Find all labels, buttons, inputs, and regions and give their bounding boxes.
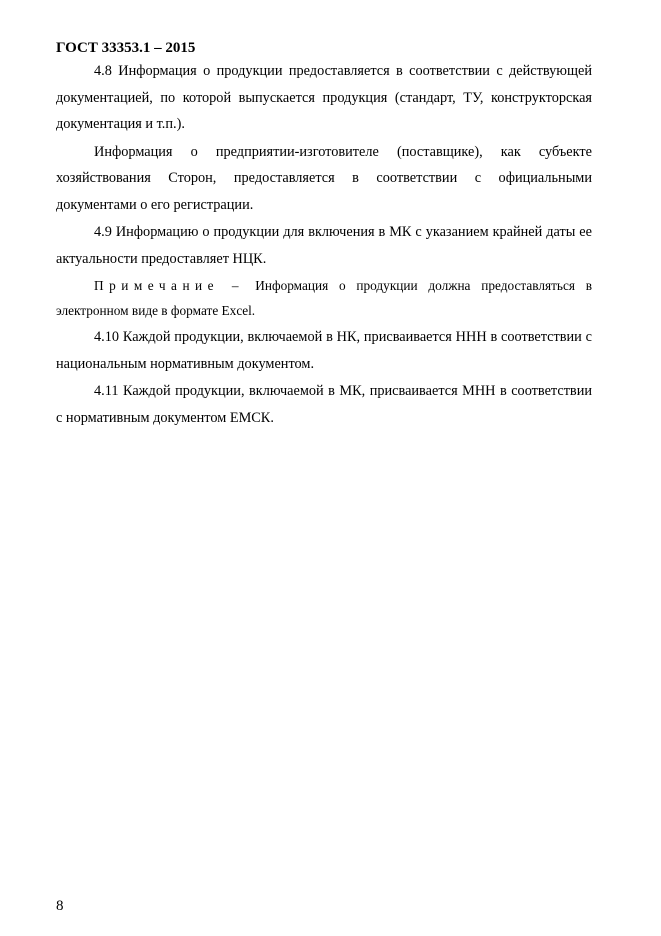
note-text: Информация о продукции должна предоставляться в электронном виде в формате Excel. [56, 278, 592, 318]
note-label: Примечание [94, 278, 220, 293]
paragraph-manufacturer-info: Информация о предприятии-изготовителе (поставщике), как субъекте хозяйствования Сторон, предоставляется в соответствии с официальными документами о его регистрации. [56, 143, 592, 213]
paragraph-4-9: 4.9 Информацию о продукции для включения в МК с указанием крайней даты ее актуальности предоставляет НЦК. [56, 224, 592, 267]
note [56, 273, 592, 323]
document-body [56, 58, 592, 431]
standard-designation: ГОСТ 33353.1 – 2015 [56, 40, 196, 56]
paragraph-4-8: 4.8 Информация о продукции предоставляется в соответствии с действующей документацией, по которой выпускается продукция (стандарт, ТУ, конструкторская документация и т.п.). [56, 63, 592, 132]
paragraph-4-10: 4.10 Каждой продукции, включаемой в НК, присваивается ННН в соответствии с национальным нормативным документом. [56, 329, 592, 372]
paragraph-4-11: 4.11 Каждой продукции, включаемой в МК, присваивается МНН в соответствии с нормативным документом ЕМСК. [56, 383, 592, 426]
page-number: 8 [56, 898, 64, 914]
note-dash: – [231, 278, 239, 293]
